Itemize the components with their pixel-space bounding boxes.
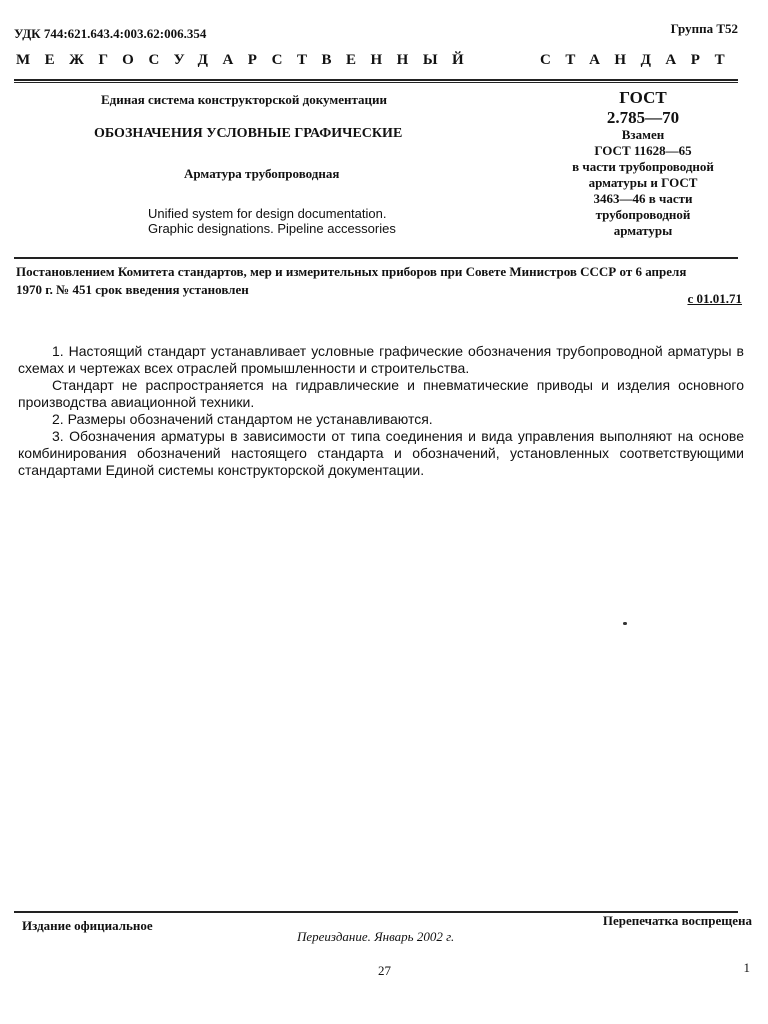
- decree-line-1: Постановлением Комитета стандартов, мер и измерительных приборов при Совете Министров СССР от 6 апреля: [16, 264, 687, 279]
- sheet-number: 1: [743, 960, 750, 975]
- body-paragraph: 3. Обозначения арматуры в зависимости от типа соединения и вида управления выполняют на основе комбинирования обозначений настоящего стандарта и обозначений, установленных соответствующими стандартами Единой системы конструкторской документации.: [18, 428, 744, 478]
- banner-interstate: МЕЖГОСУДАРСТВЕННЫЙ: [16, 52, 479, 68]
- english-title-line-2: Graphic designations. Pipeline accessories: [148, 221, 396, 236]
- udk-code: УДК 744:621.643.4:003.62:006.354: [14, 26, 207, 41]
- gost-number: 2.785—70: [606, 107, 680, 127]
- gost-label: ГОСТ: [619, 88, 667, 107]
- document-subtitle: Арматура трубопроводная: [184, 166, 340, 181]
- scan-speck: [623, 622, 627, 625]
- document-title: ОБОЗНАЧЕНИЯ УСЛОВНЫЕ ГРАФИЧЕСКИЕ: [94, 126, 403, 141]
- document-system: Единая система конструкторской документации: [101, 92, 387, 107]
- reissue-note: Переиздание. Январь 2002 г.: [297, 929, 455, 944]
- group-code: Группа Т52: [670, 21, 738, 36]
- page-number: 27: [378, 963, 391, 978]
- banner-standard: СТАНДАРТ: [540, 52, 740, 68]
- decree-line-2: 1970 г. № 451 срок введения установлен: [16, 282, 249, 297]
- replaces-line: арматуры и ГОСТ: [588, 175, 698, 191]
- replaces-line: в части трубопроводной: [572, 159, 714, 175]
- replaces-line: арматуры: [613, 223, 673, 239]
- header-rule: [14, 79, 738, 81]
- body-text: [18, 343, 744, 479]
- body-paragraph: Стандарт не распространяется на гидравлические и пневматические приводы и изделия основного производства авиационной техники.: [18, 377, 744, 410]
- section-rule: [14, 257, 738, 259]
- replaces-line: 3463—46 в части: [593, 191, 693, 207]
- english-title-line-1: Unified system for design documentation.: [148, 206, 387, 221]
- effective-date: с 01.01.71: [687, 291, 742, 306]
- replaces-line: трубопроводной: [595, 207, 691, 223]
- header-rule-thin: [14, 82, 738, 83]
- replaces-line: ГОСТ 11628—65: [594, 143, 692, 159]
- body-paragraph: 2. Размеры обозначений стандартом не устанавливаются.: [52, 411, 433, 427]
- official-edition: Издание официальное: [22, 918, 153, 933]
- body-paragraph: 1. Настоящий стандарт устанавливает условные графические обозначения трубопроводной арматуры в схемах и чертежах всех отраслей промышленности и строительства.: [18, 343, 744, 376]
- gost-designation-block: [548, 88, 738, 239]
- reprint-notice: Перепечатка воспрещена: [602, 913, 752, 928]
- replaces-line: Взамен: [621, 127, 665, 143]
